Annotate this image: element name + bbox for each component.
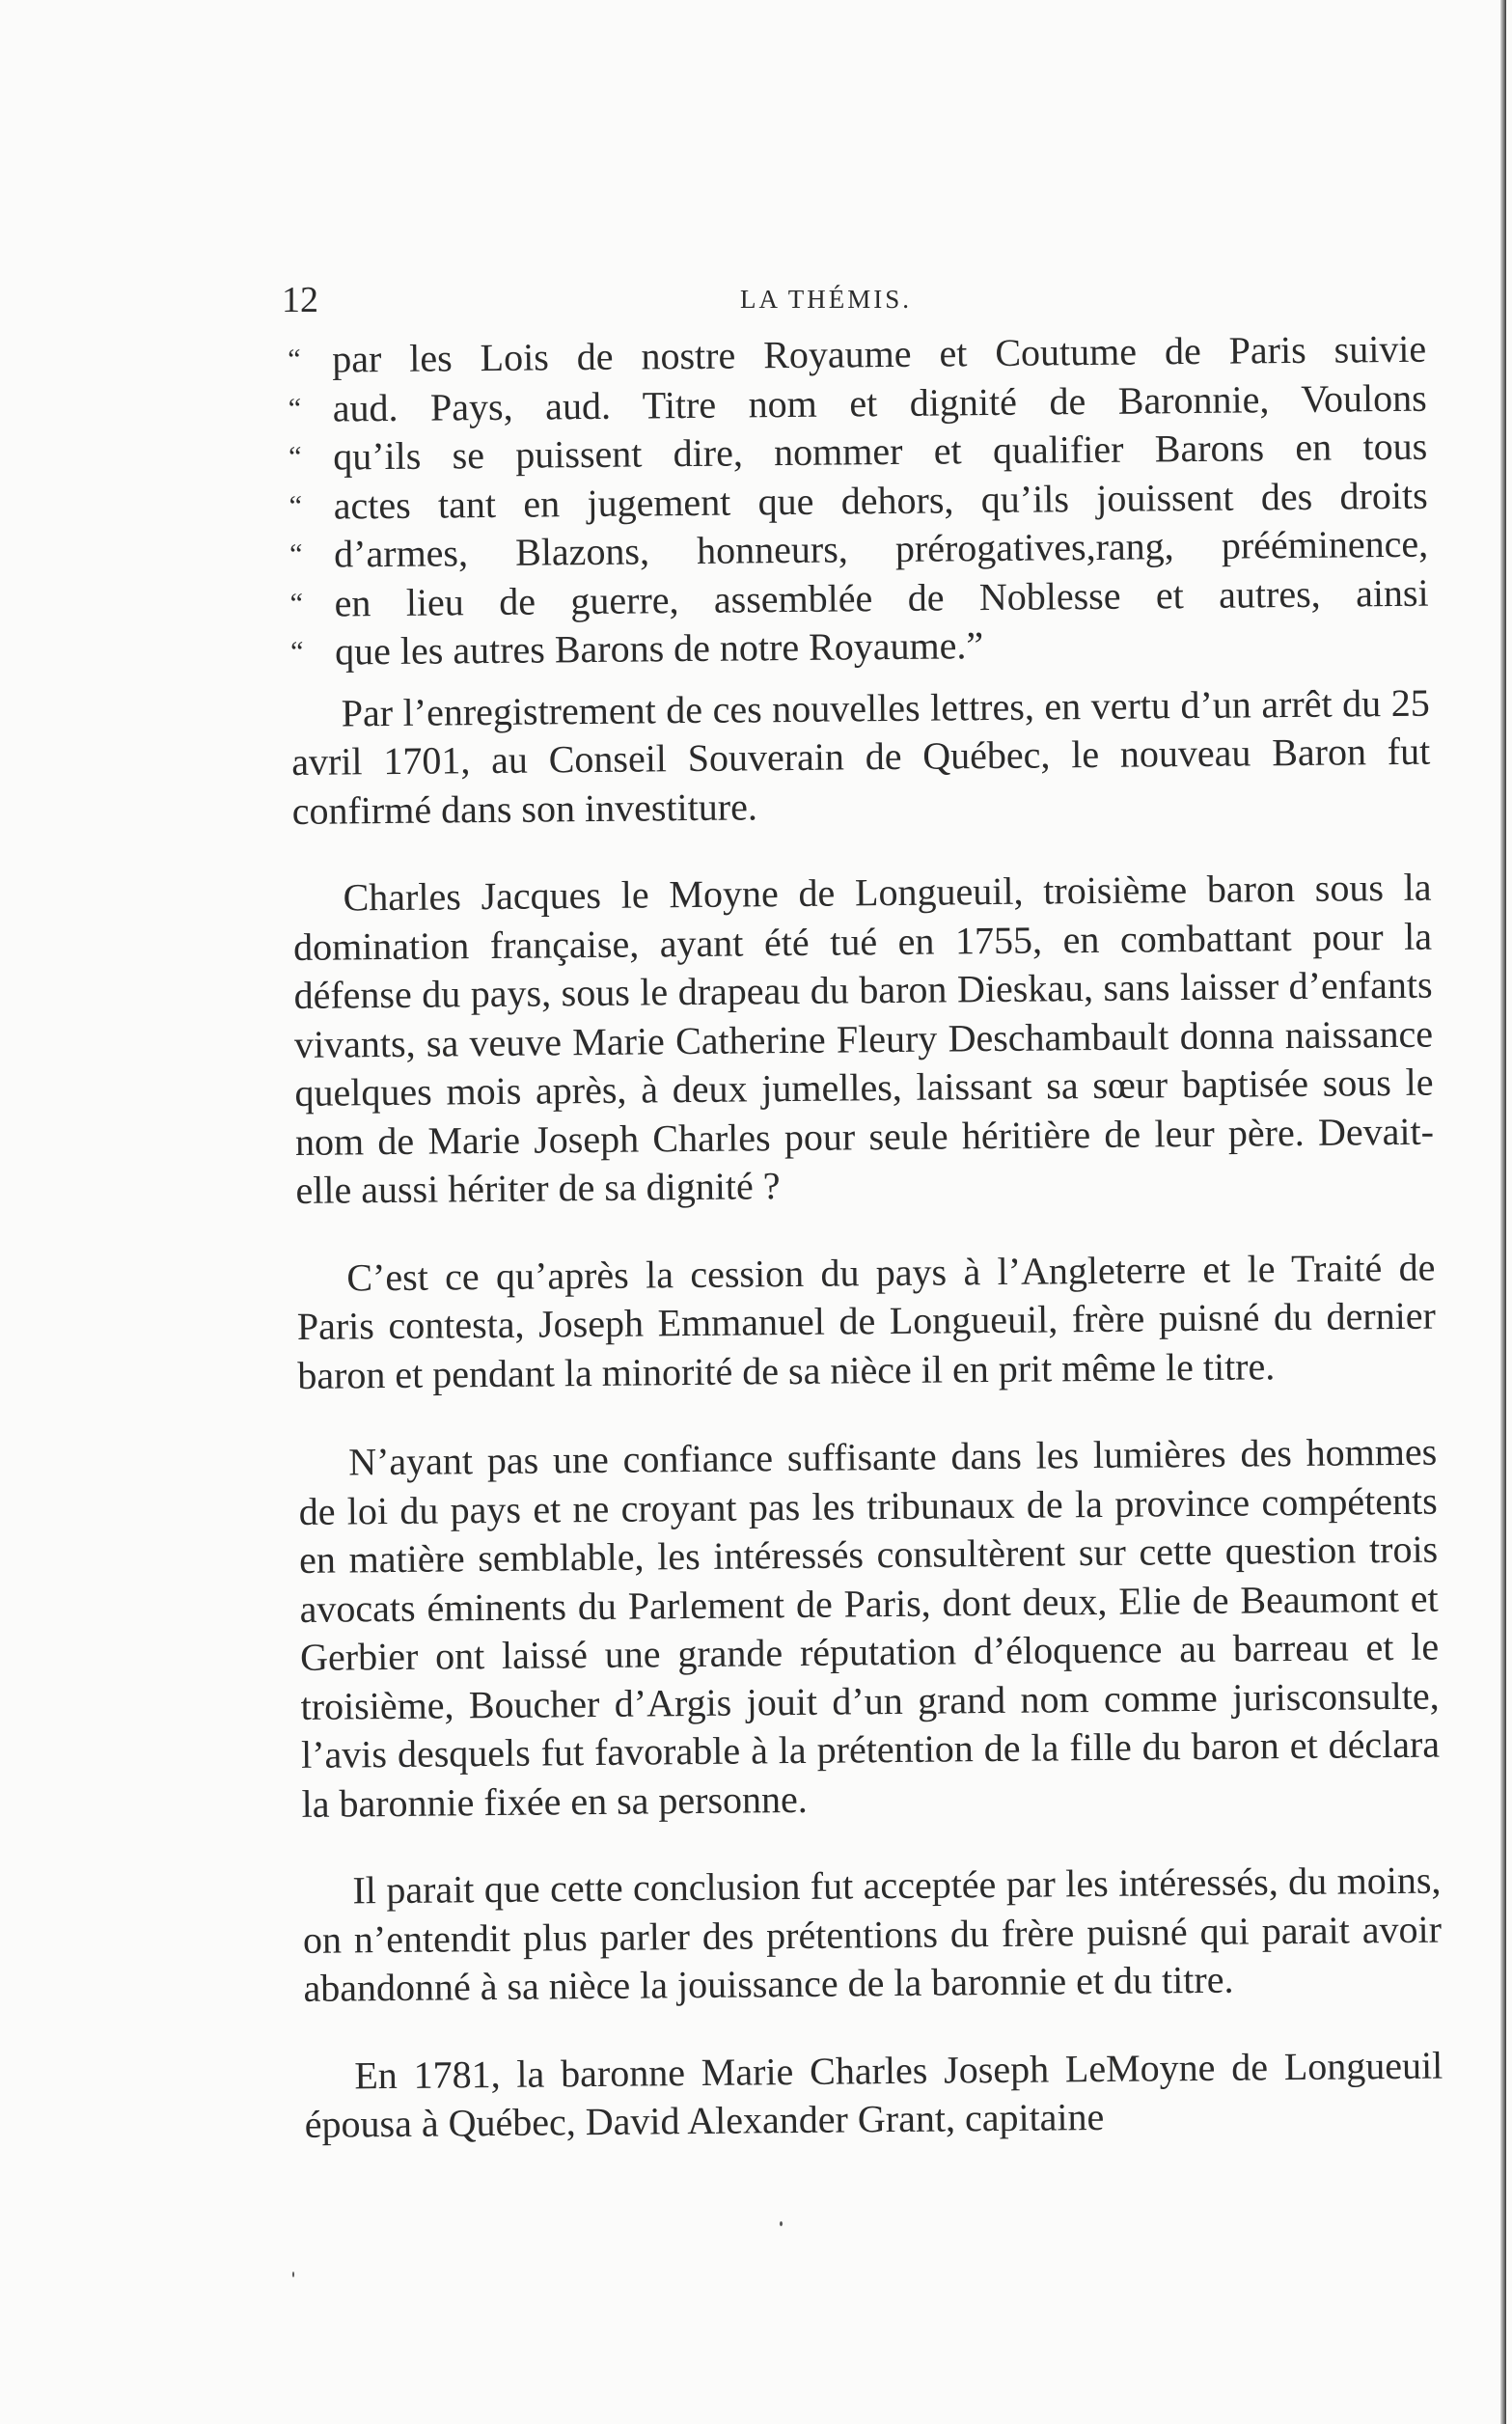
ink-speck bbox=[780, 2221, 783, 2226]
paragraph-cession: C’est ce qu’après la cession du pays à l’Angleterre et le Traité de Paris contesta, Joseph Emmanuel de Longueuil, frère puisné du dernier baron et pendant la minorité de sa nièce il en prit même le titre. bbox=[296, 1245, 1437, 1397]
quote-mark: “ bbox=[289, 489, 303, 522]
quotation-block bbox=[288, 325, 1429, 677]
page-number: 12 bbox=[282, 280, 318, 320]
body-text bbox=[288, 325, 1443, 2189]
quote-line-text: en lieu de guerre, assemblée de Noblesse et autres, ainsi bbox=[334, 570, 1429, 625]
paragraph-enregistrement: Par l’enregistrement de ces nouvelles lettres, en vertu d’un arrêt du 25 avril 1701, au Conseil Souverain de Québec, le nouveau Baron fut confirmé dans son investiture. bbox=[291, 680, 1431, 833]
quote-line-text: actes tant en jugement que dehors, qu’ils jouissent des droits bbox=[333, 473, 1428, 528]
quote-line-text: d’armes, Blazons, honneurs, prérogatives,rang, prééminence, bbox=[333, 521, 1429, 576]
quote-mark: “ bbox=[289, 635, 304, 668]
quote-line-text: qu’ils se puissent dire, nommer et qualifier Barons en tous bbox=[332, 424, 1428, 479]
paragraph-avocats: N’ayant pas une confiance suffisante dans les lumières des hommes de loi du pays et ne croyant pas les tribunaux de la province compétents en matière semblable, les intéressés consultèrent sur cette question trois avocats éminents du Parlement de Paris, dont deux, Elie de Beaumont et Gerbier ont laissé une grande réputation d’éloquence au barreau et le troisième, Boucher d’Argis jouit d’un grand nom comme jurisconsulte, l’avis desquels fut favorable à la prétention de la fille du baron et déclara la baronnie fixée en sa personne. bbox=[298, 1429, 1441, 1826]
quote-line-text: par les Lois de nostre Royaume et Coutume de Paris suivie bbox=[332, 326, 1427, 381]
running-title: LA THÉMIS. bbox=[740, 285, 913, 314]
quote-line-text: aud. Pays, aud. Titre nom et dignité de Baronnie, Voulons bbox=[332, 375, 1427, 430]
quote-line-text-last: que les autres Barons de notre Royaume.” bbox=[334, 623, 984, 674]
paragraph-charles-jacques: Charles Jacques le Moyne de Longueuil, troisième baron sous la domination française, ayant été tué en 1755, en combattant pour la défense du pays, sous le drapeau du baron Dieskau, sans laisser d’enfants vivants, sa veuve Marie Catherine Fleury Deschambault donna naissance quelques mois après, à deux jumelles, laissant sa sœur baptisée sous le nom de Marie Joseph Charles pour seule héritière de leur père. Devait-elle aussi hériter de sa dignité ? bbox=[292, 865, 1435, 1212]
running-head bbox=[282, 276, 1420, 324]
ink-speck bbox=[292, 2272, 294, 2277]
quote-mark: “ bbox=[289, 537, 303, 570]
quote-mark: “ bbox=[289, 587, 304, 620]
paragraph-conclusion: Il parait que cette conclusion fut acceptée par les intéressés, du moins, on n’entendit plus parler des prétentions du frère puisné qui parait avoir abandonné à sa nièce la jouissance de la baronnie et du titre. bbox=[302, 1858, 1443, 2010]
quote-mark: “ bbox=[289, 440, 302, 473]
paragraph-mariage: En 1781, la baronne Marie Charles Joseph LeMoyne de Longueuil épousa à Québec, David Alexander Grant, capitaine bbox=[304, 2043, 1443, 2146]
quote-mark: “ bbox=[288, 392, 302, 425]
quote-line bbox=[290, 618, 1429, 677]
page-edge-shadow bbox=[1500, 0, 1506, 2424]
quote-mark: “ bbox=[288, 343, 301, 375]
